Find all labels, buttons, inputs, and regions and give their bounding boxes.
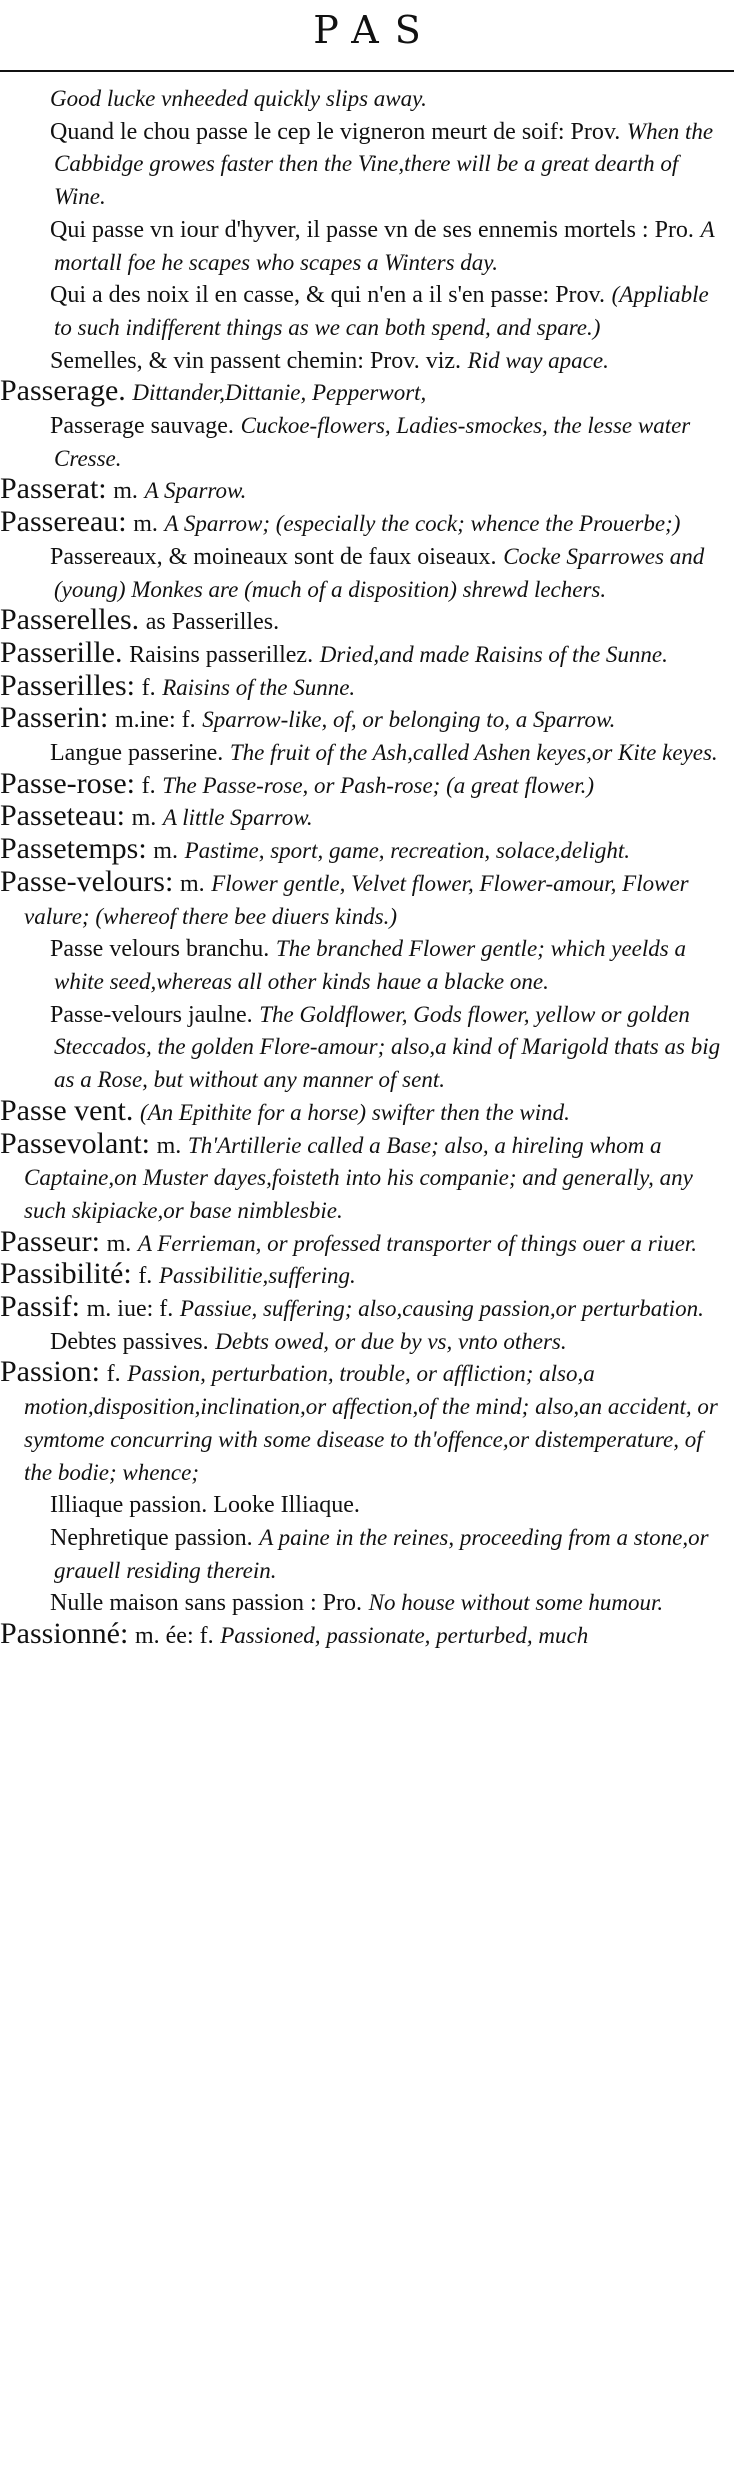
french-text: Passerage sauvage. [50,413,234,440]
headword: Passerille. [0,635,123,669]
headword: Passif: [0,1290,81,1324]
dictionary-subentry [0,278,722,343]
headword: Passibilité: [0,1257,132,1291]
headword: Passereau: [0,505,127,539]
dictionary-subentry [0,115,722,213]
dictionary-entry [0,1357,722,1488]
french-text: m.ine: f. [114,707,196,734]
dictionary-entry [0,834,722,867]
french-text: f. [141,674,156,701]
headword: Passeteau: [0,799,125,833]
english-gloss: Raisins of the Sunne. [162,674,356,700]
dictionary-entry [0,1224,722,1260]
french-text: m. iue: f. [86,1296,174,1323]
dictionary-subentry [0,1521,722,1586]
english-gloss: The Passe-rose, or Pash-rose; (a great flower.) [162,772,595,798]
headword: Passe-rose: [0,766,135,800]
english-gloss: The fruit of the Ash,called Ashen keyes,or Kite keyes. [229,740,718,766]
dictionary-subentry [0,998,722,1096]
french-text: Quand le chou passe le cep le vigneron meurt de soif: Prov. [50,118,621,145]
dictionary-entry [0,1292,722,1325]
english-gloss: (Appliable to such indifferent things as we can both spend, and spare.) [54,282,709,340]
french-text: m. [133,511,158,538]
english-gloss: Passibilitie,suffering. [158,1263,356,1289]
french-text: Illiaque passion. Looke Illiaque. [50,1492,360,1519]
english-gloss: The branched Flower gentle; which yeelds a white seed,whereas all other kinds haue a blacke one. [54,936,686,994]
english-gloss: A paine in the reines, proceeding from a stone,or grauell residing therein. [54,1524,709,1583]
french-text: as Passerilles. [145,609,280,636]
french-text: Passereaux, & moineaux sont de faux oiseaux. [50,543,497,570]
french-text: Qui passe vn iour d'hyver, il passe vn de ses ennemis mortels : Pro. [50,216,694,243]
headword: Passeur: [0,1224,100,1258]
dictionary-subentry [0,932,722,997]
dictionary-subentry [0,213,722,278]
dictionary-entry [0,766,722,802]
english-gloss: When the Cabbidge growes faster then the Vine,there will be a great dearth of Wine. [54,118,714,210]
french-text: Passe-velours jaulne. [50,1001,253,1028]
dictionary-subentry [0,409,722,474]
dictionary-subentry [0,344,722,377]
dictionary-subentry [0,1488,722,1521]
dictionary-entry [0,635,722,671]
dictionary-entry [0,605,722,638]
headword: Passerage. [0,374,126,408]
english-gloss: Rid way apace. [467,347,609,373]
french-text: m. [113,478,138,505]
french-text: Debtes passives. [50,1328,209,1355]
english-gloss: Th'Artillerie called a Base; also, a hireling whom a Captaine,on Muster dayes,foisteth into his companie; and generally, any such skipiacke,or base nimblesbie. [24,1132,693,1223]
english-gloss: Debts owed, or due by vs, vnto others. [215,1328,567,1354]
english-gloss: Pastime, sport, game, recreation, solace,delight. [184,838,631,864]
french-text: Nulle maison sans passion : Pro. [50,1590,362,1617]
english-gloss: The Goldflower, Gods flower, yellow or golden Steccados, the golden Flore-amour; also,a kind of Marigold thats as big as a Rose, but without any manner of sent. [54,1001,721,1093]
dictionary-subentry [0,1325,722,1358]
headword: Passion: [0,1355,101,1389]
entries-column [0,82,722,1652]
headword: Passerat: [0,472,107,506]
french-text: Nephretique passion. [50,1524,253,1551]
headword: Passetemps: [0,832,147,866]
dictionary-entry [0,474,722,507]
dictionary-entry [0,801,722,834]
english-gloss: Flower gentle, Velvet flower, Flower-amour, Flower valure; (whereof there bee diuers kinds.) [24,870,689,929]
headword: Passerin: [0,701,109,735]
french-text: Semelles, & vin passent chemin: Prov. viz. [50,347,462,374]
dictionary-entry [0,864,722,932]
page-header: PAS [313,8,437,52]
english-gloss: Passion, perturbation, trouble, or affliction; also,a motion,disposition,inclination,or affection,of the mind; also,an accident, or symtome concurring with some disease to th'offence,or distemperature, of the bodie; whence; [24,1361,718,1485]
english-gloss: (An Epithite for a horse) swifter then the wind. [139,1099,570,1125]
dictionary-entry [0,376,722,409]
english-gloss: Sparrow-like, of, or belonging to, a Sparrow. [202,707,616,733]
english-gloss: A little Sparrow. [162,805,313,831]
english-gloss: A Ferrieman, or professed transporter of things ouer a riuer. [137,1230,697,1256]
french-text: Raisins passerillez. [129,641,314,668]
dictionary-subentry [0,82,722,115]
french-text: f. [106,1361,121,1388]
french-text: m. ée: f. [134,1623,214,1650]
french-text: f. [141,772,156,799]
french-text: m. [153,838,178,865]
english-gloss: Dried,and made Raisins of the Sunne. [319,641,668,667]
headword: Passionné: [0,1617,129,1651]
headword: Passerilles: [0,668,135,702]
english-gloss: Good lucke vnheeded quickly slips away. [50,86,427,111]
english-gloss: A Sparrow. [144,478,247,504]
headword: Passe-velours: [0,864,174,898]
headword: Passe vent. [0,1093,134,1127]
english-gloss: Cocke Sparrowes and (young) Monkes are (much of a disposition) shrewd lechers. [54,543,705,602]
dictionary-subentry [0,540,722,605]
french-text: Qui a des noix il en casse, & qui n'en a il s'en passe: Prov. [50,282,605,309]
english-gloss: Passiue, suffering; also,causing passion,or perturbation. [179,1296,704,1322]
header-rule [0,70,734,72]
dictionary-entry [0,1259,722,1292]
dictionary-entry [0,1126,722,1227]
dictionary-subentry [0,736,722,769]
english-gloss: A mortall foe he scapes who scapes a Winters day. [54,216,715,275]
french-text: m. [156,1132,182,1159]
french-text: m. [179,870,205,897]
english-gloss: Dittander,Dittanie, Pepperwort, [132,380,427,406]
dictionary-entry [0,1093,722,1129]
headword: Passerelles. [0,603,140,637]
dictionary-subentry [0,1586,722,1619]
dictionary-entry [0,1619,722,1652]
english-gloss: A Sparrow; (especially the cock; whence the Prouerbe;) [164,511,681,537]
french-text: m. [106,1230,132,1257]
french-text: Langue passerine. [50,740,224,767]
english-gloss: No house without some humour. [368,1590,664,1616]
french-text: m. [131,805,157,832]
french-text: Passe velours branchu. [50,936,270,963]
dictionary-entry [0,668,722,704]
dictionary-entry [0,507,722,540]
french-text: f. [138,1263,153,1290]
headword: Passevolant: [0,1126,150,1160]
english-gloss: Passioned, passionate, perturbed, much [220,1623,589,1649]
english-gloss: Cuckoe-flowers, Ladies-smockes, the lesse water Cresse. [54,413,691,471]
dictionary-entry [0,703,722,736]
